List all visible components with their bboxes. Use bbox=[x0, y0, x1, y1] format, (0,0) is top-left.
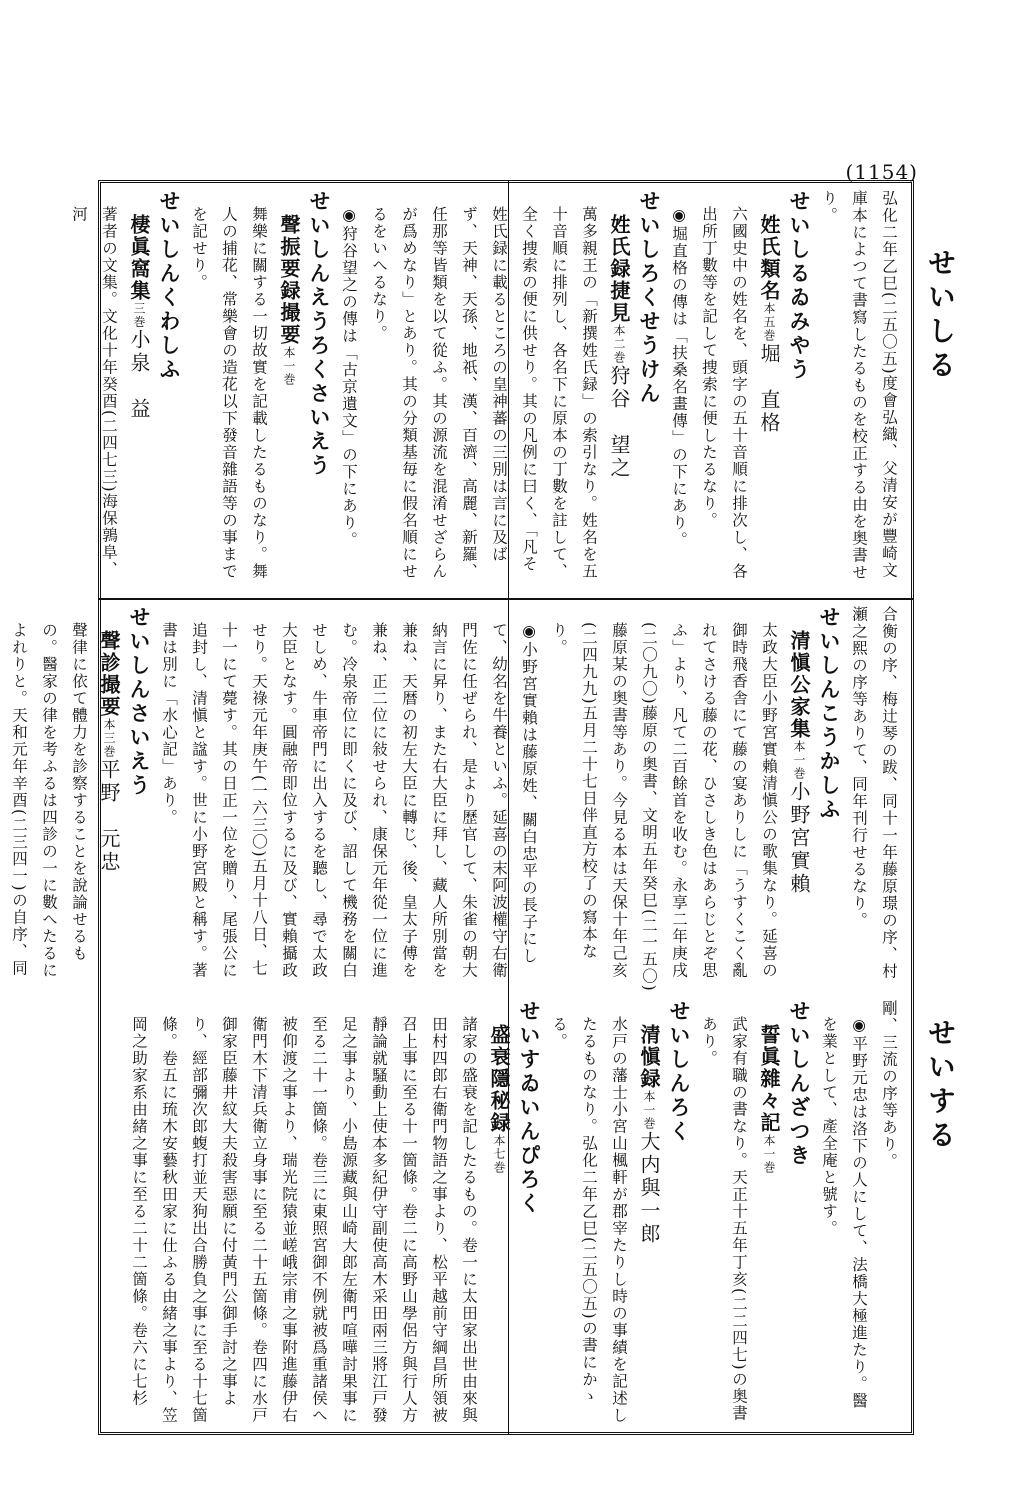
running-head-right: せいしる bbox=[924, 248, 957, 384]
entry-title: 盛衰隱秘録 bbox=[487, 1024, 511, 1134]
entry-description: 剛、三流の序等あり。 bbox=[880, 1000, 898, 1170]
entry-title: 清愼公家集 bbox=[787, 630, 811, 740]
entry-description: 舞樂に關する一切故實を記載したるものなり。舞人の捕花、常樂會の造花以下發音雜語等の事までを記せり。 bbox=[190, 205, 268, 580]
entry-title-line bbox=[754, 190, 784, 588]
entry-title: 誓眞雜々記 bbox=[757, 1024, 781, 1134]
entry-description: ◉堀直格の傳は「扶桑名畫傳」の下にあり。 bbox=[670, 205, 688, 548]
entry-description: 太政大臣小野宮實賴清愼公の歌集なり。延喜の御時飛香舎にて藤の宴ありしに「うすくこく亂れてさける藤の花、ひさしき色はあらじとぞ思ふ」より、凡て二百餘首を收む。永享二年庚戌(二〇九〇)藤原の奥書、文明五年癸巳(二一五〇)藤原某の奥書等あり。今見る本は天保十年己亥(二四九九)五月二十七日伴直方校了の寫本なり。 bbox=[550, 621, 778, 992]
entry-title-line bbox=[124, 190, 154, 588]
entry-title: 姓氏類名 bbox=[757, 214, 781, 302]
entry-author: 平野 元忠 bbox=[97, 758, 121, 874]
entry-title-line bbox=[94, 606, 124, 992]
entry-volume-count: 三巻 bbox=[132, 302, 146, 329]
entry-description: 六國史中の姓名を、頭字の五十音順に排次し、各出所丁數等を記して捜索に便したるなり。 bbox=[700, 205, 748, 580]
entry-volume-count: 本二巻 bbox=[612, 324, 626, 365]
entry-reading-heading: せいしんざつき bbox=[787, 1000, 812, 1168]
entry-description: 弘化二年乙巳(二五〇五)度會弘織、父清安が豐崎文庫本によつて書寫したるものを校正する由を奥書せり。 bbox=[820, 190, 898, 581]
entry-author: 狩谷 望之 bbox=[607, 364, 631, 480]
entry-reading-heading: せいしるゐみやう bbox=[787, 190, 812, 382]
entry-volume-count: 本五巻 bbox=[762, 302, 776, 343]
entry-title-line bbox=[634, 1000, 664, 1425]
entry-title: 聲診撮要 bbox=[97, 630, 121, 718]
entry-volume-count: 本一巻 bbox=[792, 740, 806, 781]
entry-volume-count: 本七巻 bbox=[492, 1134, 506, 1175]
entry-description: 萬多親王の「新撰姓氏録」の索引なり。姓名を五十音順に排列し、各名下に原本の丁數を註して、全く捜索の便に供せり。其の凡例に曰く、「凡そ姓氏録に載るところの皇神蕃の三別は言に及ばず、天神、天孫、地祇、漢、百濟、高麗、新羅、任那等皆類を以て從ふ。其の源流を混淆せざらんが爲めなり」とあり。其の分類基毎に假名順にせるをいへるなり。 bbox=[370, 205, 598, 580]
middle-column-block bbox=[10, 606, 904, 992]
entry-description: ◉平野元忠は洛下の人にして、法橋大極進たり。醫を業として、產全庵と號す。 bbox=[820, 1015, 868, 1409]
entry-volume-count: 本一巻 bbox=[762, 1134, 776, 1175]
entry-volume-count: 本三巻 bbox=[102, 718, 116, 759]
running-head-left: せいする bbox=[924, 1018, 957, 1154]
entry-title: 姓氏録捷見 bbox=[607, 214, 631, 324]
entry-title-line bbox=[484, 1000, 514, 1425]
entry-reading-heading: せいしろくせうけん bbox=[637, 190, 662, 406]
entry-description: 武家有職の書なり。天正十五年丁亥(二二四七)の奥書あり。 bbox=[700, 1015, 748, 1422]
upper-right-column-block bbox=[70, 190, 904, 588]
section-divider bbox=[98, 598, 914, 600]
entry-title: 聲振要録撮要 bbox=[277, 214, 301, 346]
entry-description: 合衡の序、梅辻琴の跋、同十一年藤原璟の序、村瀬之熙の序等ありて、同年刊行せるなり。 bbox=[850, 606, 898, 980]
entry-description: 諸家の盛衰を記したるもの。卷一に太田家出世由來與田村四郎右衛門物語之事より、松平越前守綱昌所領被召上事に至る十一箇條。卷二に高野山學侶方與行人方靜論就騷動上使本多紀伊守副使高木采田兩三將江戸發足之事より、小島源藏與山崎大郎左衛門喧嘩討果事に至る二十一箇條。卷三に東照宮御不例就被爲重諸侯へ被仰渡之事より、瑞光院猿並嵯峨宗甫之事附進藤伊右衛門木下清兵衛立身事に至る二十五箇條。卷四に水戸御家臣藤井紋大夫殺害惡願に付黃門公御手討之事より、經部彌次郎蝮打並天狗出合勝負之事に至る十七箇條。卷五に琉木安藝秋田家に仕ふる由緒之事より、笠岡之助家系由緒之事に至る二十二箇條。卷六に七杉 bbox=[130, 1015, 478, 1424]
entry-reading-heading: せいしんえうろくさいえう bbox=[307, 190, 332, 478]
entry-title-line bbox=[274, 190, 304, 588]
entry-description: ◉狩谷望之の傳は「古京遺文」の下にあり。 bbox=[340, 205, 358, 548]
entry-description: 聲律に依て體力を診察することを說論せるもの。醫家の律を考ふるは四診の一に數へたるによれりと。天和元年辛酉(二三四一)の自序、同 bbox=[10, 621, 88, 979]
entry-author: 堀 直格 bbox=[757, 342, 781, 435]
entry-description: 著者の文集。文化十年癸酉(二四七三)海保鶉阜、河 bbox=[70, 205, 118, 578]
entry-reading-heading: せいしんさいえう bbox=[127, 606, 152, 798]
entry-description: 水戸の藩士小宮山楓軒が郡宰たりし時の事績を記述したるものなり。弘化二年乙巳(二五〇五)の書にかゝる。 bbox=[550, 1015, 628, 1424]
entry-title-line bbox=[784, 606, 814, 992]
entry-author: 小野宮實賴 bbox=[787, 780, 811, 896]
entry-title: 棲眞窩集 bbox=[127, 214, 151, 302]
entry-author: 大内與一郎 bbox=[637, 1130, 661, 1246]
entry-title-line bbox=[754, 1000, 784, 1425]
lower-left-column-block bbox=[108, 1000, 904, 1425]
entry-title-line bbox=[604, 190, 634, 588]
entry-reading-heading: せいしんろく bbox=[667, 1000, 692, 1144]
entry-title: 清愼録 bbox=[637, 1024, 661, 1090]
entry-reading-heading: せいすゐいんぴろく bbox=[517, 1000, 542, 1216]
entry-description: ◉小野宮實賴は藤原姓、關白忠平の長子にして、幼名を牛養といふ。延喜の末阿波權守右衛門佐に任ぜられ、是より歷官して、朱雀の朝大納言に昇り、また右大臣に拜し、藏人所別當を兼ね、天暦の初左大臣に轉じ、後、皇太子傅を兼ね、正二位に敍せられ、康保元年從一位に進む。冷泉帝位に即くに及び、詔して機務を關白せしめ、牛車帝門に出入するを聽し、尋で太政大臣となす。圓融帝即位するに及び、實賴攝政せり。天祿元年庚午(一六三〇)五月十八日、七十一にて薨す。其の日正一位を贈り、尾張公に追封し、清愼と諡す。世に小野宮殿と稱す。著書は別に「水心記」あり。 bbox=[160, 621, 538, 979]
entry-volume-count: 本一巻 bbox=[282, 346, 296, 387]
entry-volume-count: 本一巻 bbox=[642, 1090, 656, 1131]
entry-author: 小泉 益 bbox=[127, 329, 151, 421]
entry-reading-heading: せいしんこうかしふ bbox=[817, 606, 842, 822]
page-number: (1154) bbox=[845, 160, 918, 184]
entry-reading-heading: せいしんくわしふ bbox=[157, 190, 182, 382]
